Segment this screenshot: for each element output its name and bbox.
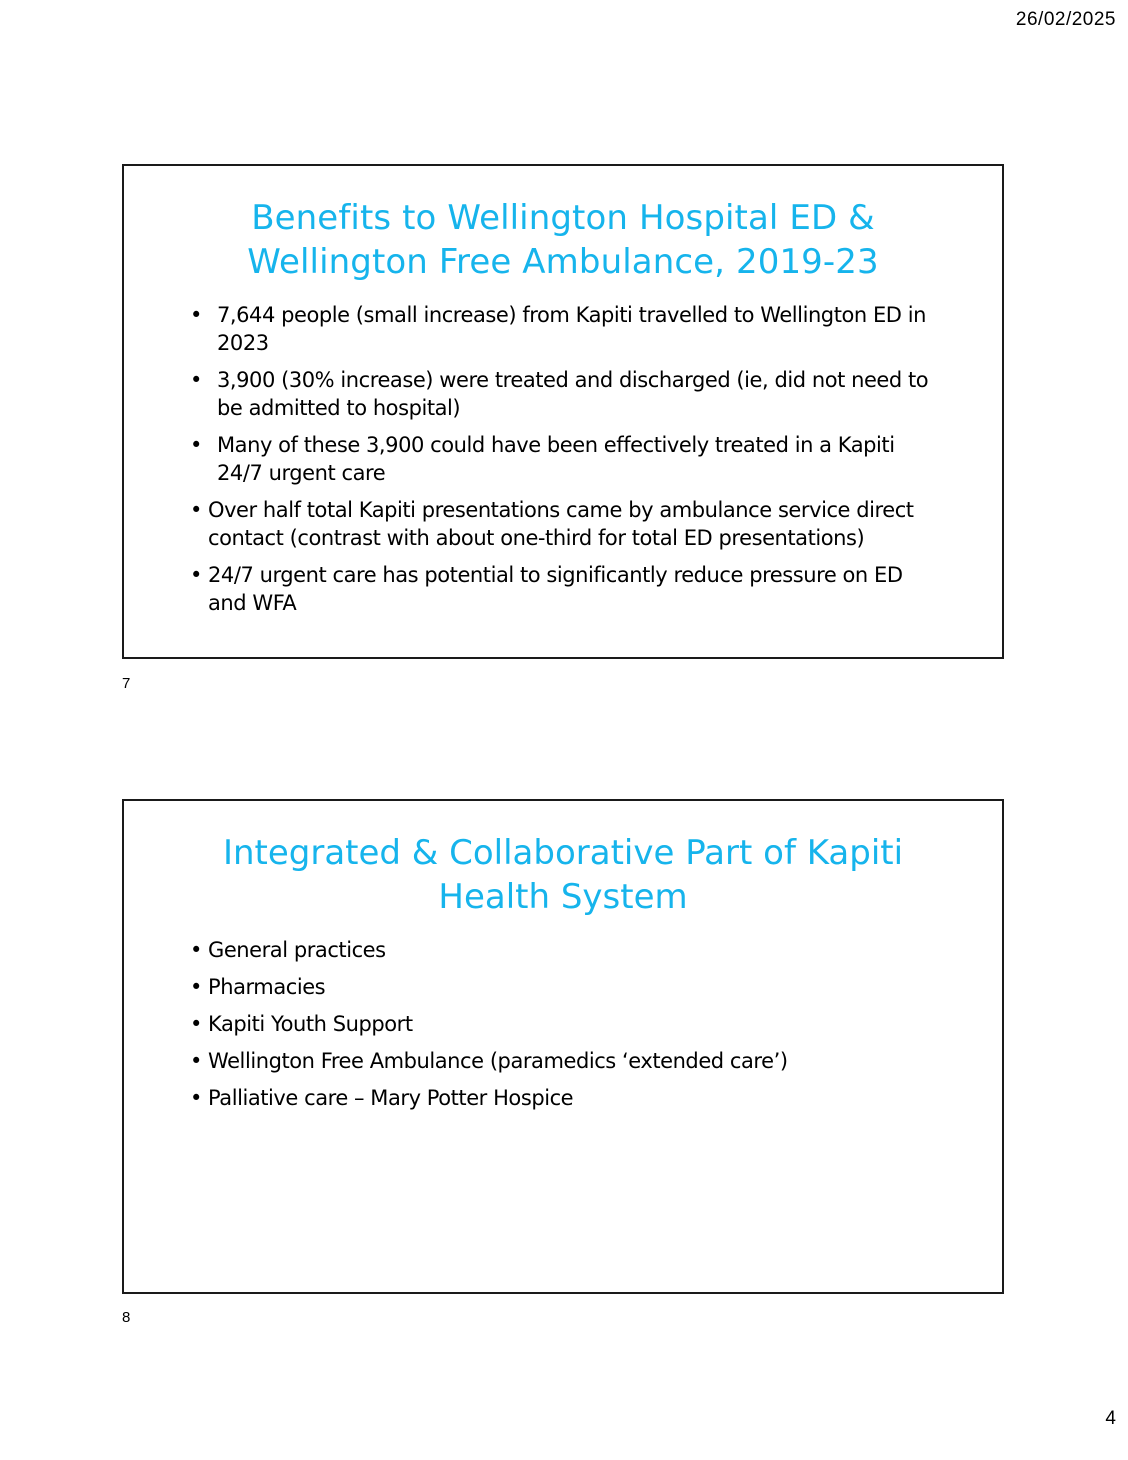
bullet-icon: •: [190, 1049, 202, 1073]
bullet-icon: •: [190, 498, 202, 522]
bullet-icon: •: [190, 433, 202, 457]
slide-number: 7: [122, 675, 131, 692]
list-item: • 3,900 (30% increase) were treated and discharged (ie, did not need to be admitted to hospital): [190, 368, 929, 420]
list-item: • General practices: [190, 938, 386, 962]
slide-title: Benefits to Wellington Hospital ED & Wellington Free Ambulance, 2019-23: [247, 198, 879, 282]
list-item: • Pharmacies: [190, 975, 326, 999]
slide-8: [122, 799, 1004, 1294]
list-item: • Many of these 3,900 could have been effectively treated in a Kapiti 24/7 urgent care: [190, 433, 895, 485]
bullet-list: [190, 301, 936, 626]
list-item: • Wellington Free Ambulance (paramedics ‘extended care’): [190, 1049, 788, 1073]
bullet-icon: •: [190, 975, 202, 999]
bullet-icon: •: [190, 368, 202, 392]
bullet-icon: •: [190, 1012, 202, 1036]
list-item: • Over half total Kapiti presentations came by ambulance service direct contact (contrast with about one-third for total ED presentations): [190, 498, 914, 550]
bullet-list: [190, 936, 936, 1121]
header-date: 26/02/2025: [1015, 9, 1116, 30]
bullet-icon: •: [190, 1086, 202, 1110]
list-item: • 24/7 urgent care has potential to significantly reduce pressure on ED and WFA: [190, 563, 903, 615]
list-item: • Palliative care – Mary Potter Hospice: [190, 1086, 574, 1110]
list-item: • Kapiti Youth Support: [190, 1012, 413, 1036]
bullet-icon: •: [190, 303, 202, 327]
page-number: 4: [1105, 1408, 1116, 1429]
slide-title: Integrated & Collaborative Part of Kapiti Health System: [222, 833, 904, 917]
slide-number: 8: [122, 1309, 131, 1326]
list-item: • 7,644 people (small increase) from Kapiti travelled to Wellington ED in 2023: [190, 303, 926, 355]
bullet-icon: •: [190, 563, 202, 587]
bullet-icon: •: [190, 938, 202, 962]
slide-7: [122, 164, 1004, 659]
